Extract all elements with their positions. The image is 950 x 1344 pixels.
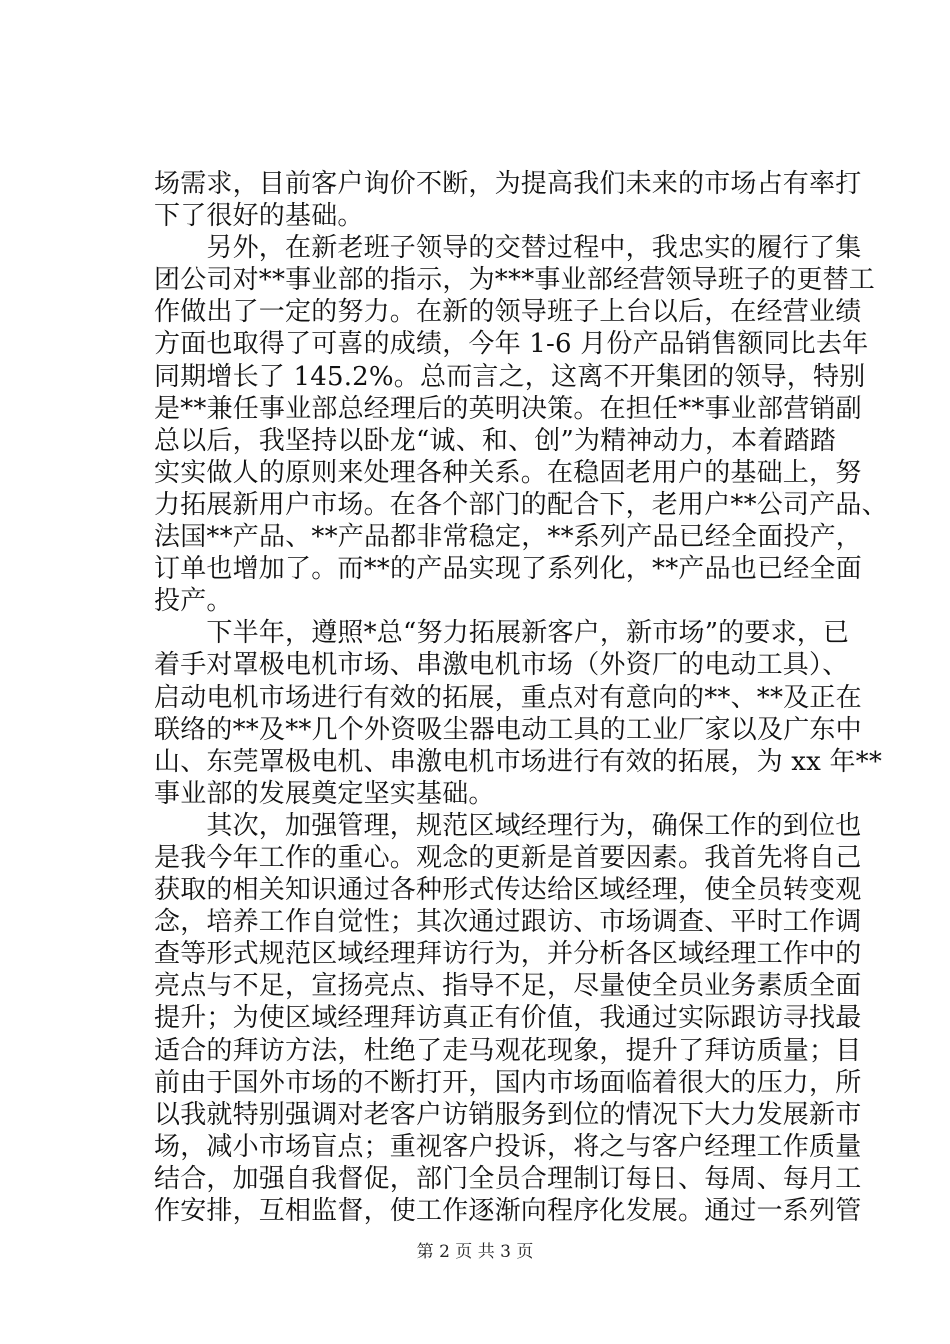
text-line: 念，培养工作自觉性；其次通过跟访、市场调查、平时工作调 [154,907,862,938]
text-line: 场需求，目前客户询价不断，为提高我们未来的市场占有率打 [154,169,862,199]
text-line: 亮点与不足，宣扬亮点、指导不足，尽量使全员业务素质全面 [154,971,862,1002]
text-line: 是**兼任事业部总经理后的英明决策。在担任**事业部营销副 [154,393,862,424]
text-line: 力拓展新用户市场。在各个部门的配合下，老用户**公司产品、 [154,489,888,520]
text-line: 同期增长了 145.2%。总而言之，这离不开集团的领导，特别 [154,361,866,392]
text-line: 投产。 [154,586,233,617]
page-footer: 第 2 页 共 3 页 [416,1242,534,1262]
text-line: 是我今年工作的重心。观念的更新是首要因素。我首先将自己 [154,842,862,873]
text-line: 另外，在新老班子领导的交替过程中，我忠实的履行了集 [154,233,862,264]
text-line: 作做出了一定的努力。在新的领导班子上台以后，在经营业绩 [154,297,862,328]
text-line: 获取的相关知识通过各种形式传达给区域经理，使全员转变观 [154,875,862,906]
text-line: 订单也增加了。而**的产品实现了系列化，**产品也已经全面 [154,554,862,585]
document-body [154,168,888,1227]
text-line: 法国**产品、**产品都非常稳定，**系列产品已经全面投产， [154,522,863,553]
text-line: 作安排，互相监督，使工作逐渐向程序化发展。通过一系列管 [154,1196,862,1226]
text-line: 事业部的发展奠定坚实基础。 [154,778,495,809]
text-line: 山、东莞罩极电机、串激电机市场进行有效的拓展，为 xx 年** [154,746,883,777]
text-line: 着手对罩极电机市场、串激电机市场（外资厂的电动工具）、 [154,650,849,681]
text-line: 启动电机市场进行有效的拓展，重点对有意向的**、**及正在 [154,682,862,713]
text-line: 实实做人的原则来处理各种关系。在稳固老用户的基础上，努 [154,457,862,488]
text-line: 总以后，我坚持以卧龙“诚、和、创”为精神动力，本着踏踏 [154,425,836,456]
text-line: 其次，加强管理，规范区域经理行为，确保工作的到位也 [154,810,862,841]
text-line: 以我就特别强调对老客户访销服务到位的情况下大力发展新市 [154,1099,862,1130]
text-line: 下了很好的基础。 [154,201,364,232]
text-line: 提升；为使区域经理拜访真正有价值，我通过实际跟访寻找最 [154,1003,862,1034]
text-line: 方面也取得了可喜的成绩，今年 1-6 月份产品销售额同比去年 [154,329,869,360]
text-line: 团公司对**事业部的指示，为***事业部经营领导班子的更替工 [154,265,876,296]
text-line: 联络的**及**几个外资吸尘器电动工具的工业厂家以及广东中 [154,714,862,745]
text-line: 查等形式规范区域经理拜访行为，并分析各区域经理工作中的 [154,939,862,970]
text-line: 前由于国外市场的不断打开，国内市场面临着很大的压力，所 [154,1067,862,1098]
text-line: 下半年，遵照*总“努力拓展新客户，新市场”的要求，已 [154,618,850,649]
text-line: 场，减小市场盲点；重视客户投诉，将之与客户经理工作质量 [154,1131,862,1162]
text-line: 结合，加强自我督促，部门全员合理制订每日、每周、每月工 [154,1163,862,1194]
text-line: 适合的拜访方法，杜绝了走马观花现象，提升了拜访质量；目 [154,1035,862,1066]
